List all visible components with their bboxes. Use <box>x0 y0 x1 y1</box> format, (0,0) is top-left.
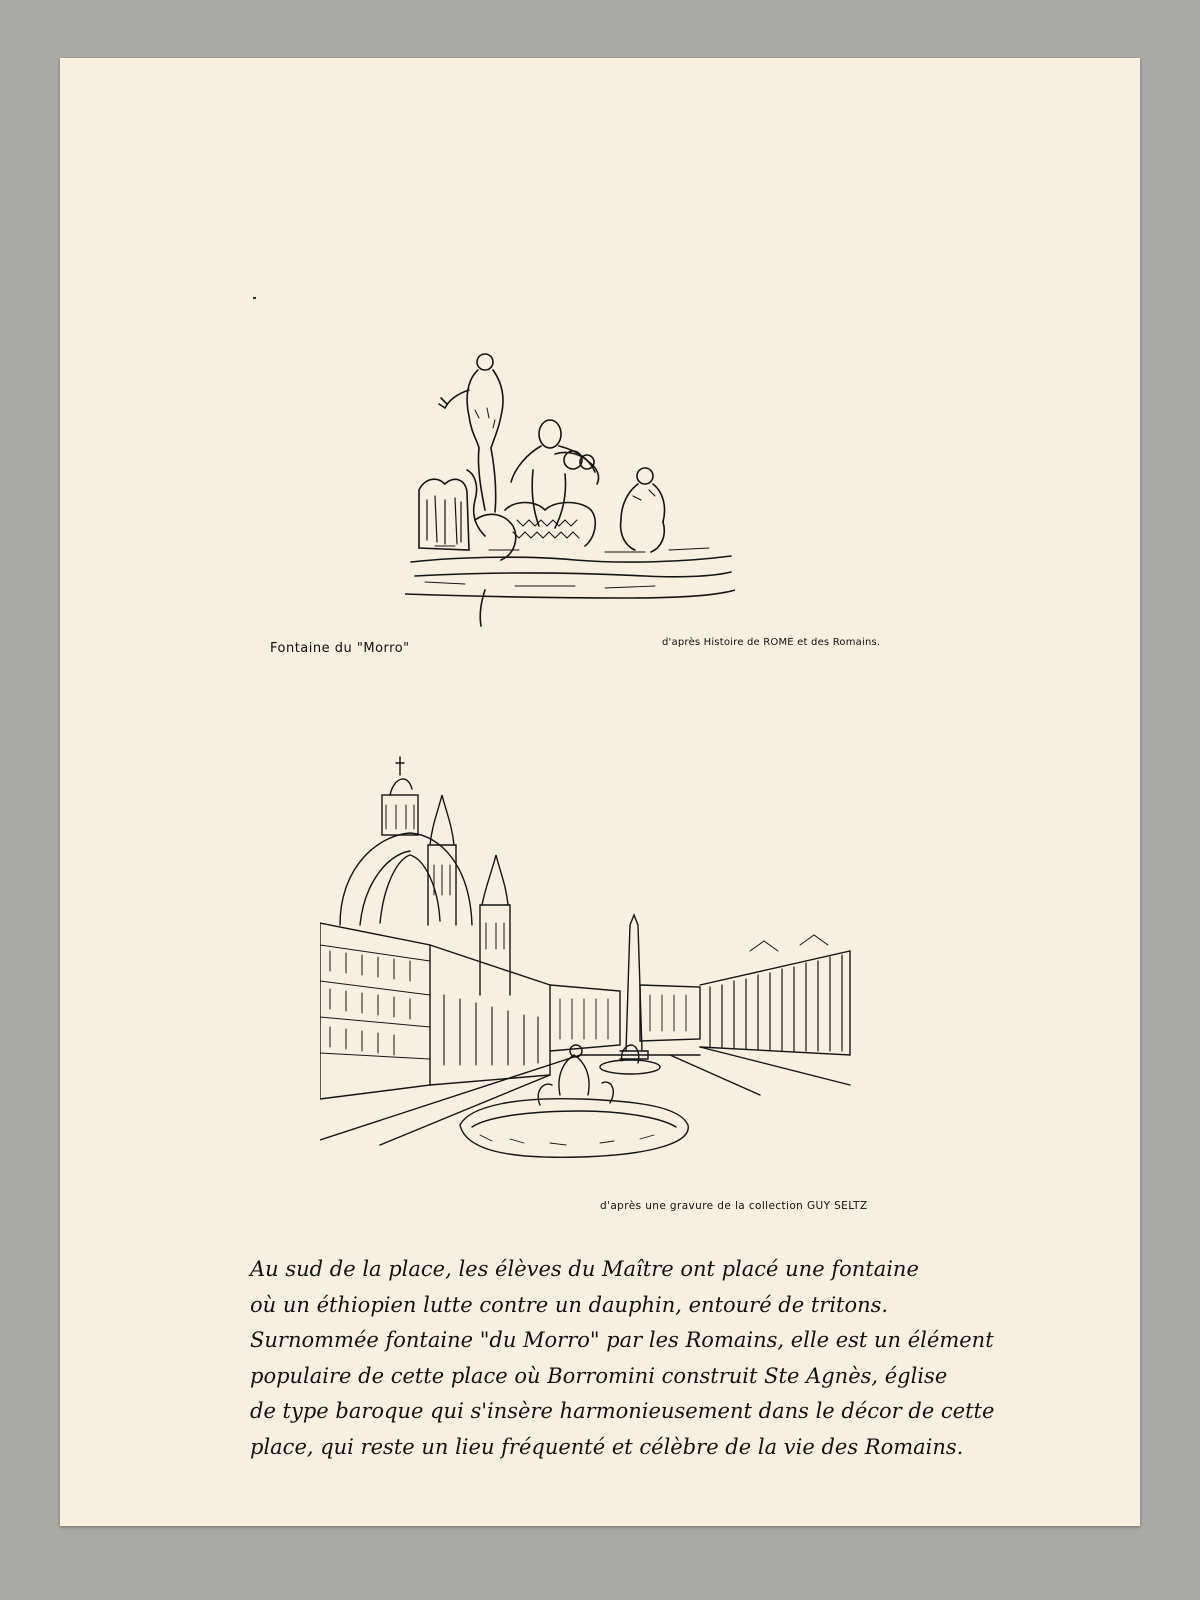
fountain-caption-source: d'après Histoire de ROME et des Romains. <box>662 637 881 648</box>
fountain-drawing <box>405 350 735 635</box>
text-line: de type baroque qui s'insère harmonieusement dans le décor de cette <box>250 1399 995 1423</box>
text-line: où un éthiopien lutte contre un dauphin, entouré de tritons. <box>250 1292 889 1317</box>
text-line: Au sud de la place, les élèves du Maître ont placé une fontaine <box>250 1257 919 1281</box>
piazza-caption-source: d'après une gravure de la collection GUY SELTZ <box>600 1200 868 1212</box>
text-line: populaire de cette place où Borromini construit Ste Agnès, église <box>250 1363 948 1388</box>
handwritten-paragraph <box>250 1252 1040 1465</box>
fountain-caption-title: Fontaine du "Morro" <box>270 641 410 656</box>
piazza-navona-drawing <box>320 755 870 1165</box>
text-line: place, qui reste un lieu fréquenté et célèbre de la vie des Romains. <box>250 1434 964 1459</box>
ink-dot <box>253 297 256 299</box>
text-line: Surnommée fontaine "du Morro" par les Romains, elle est un élément <box>250 1328 994 1352</box>
